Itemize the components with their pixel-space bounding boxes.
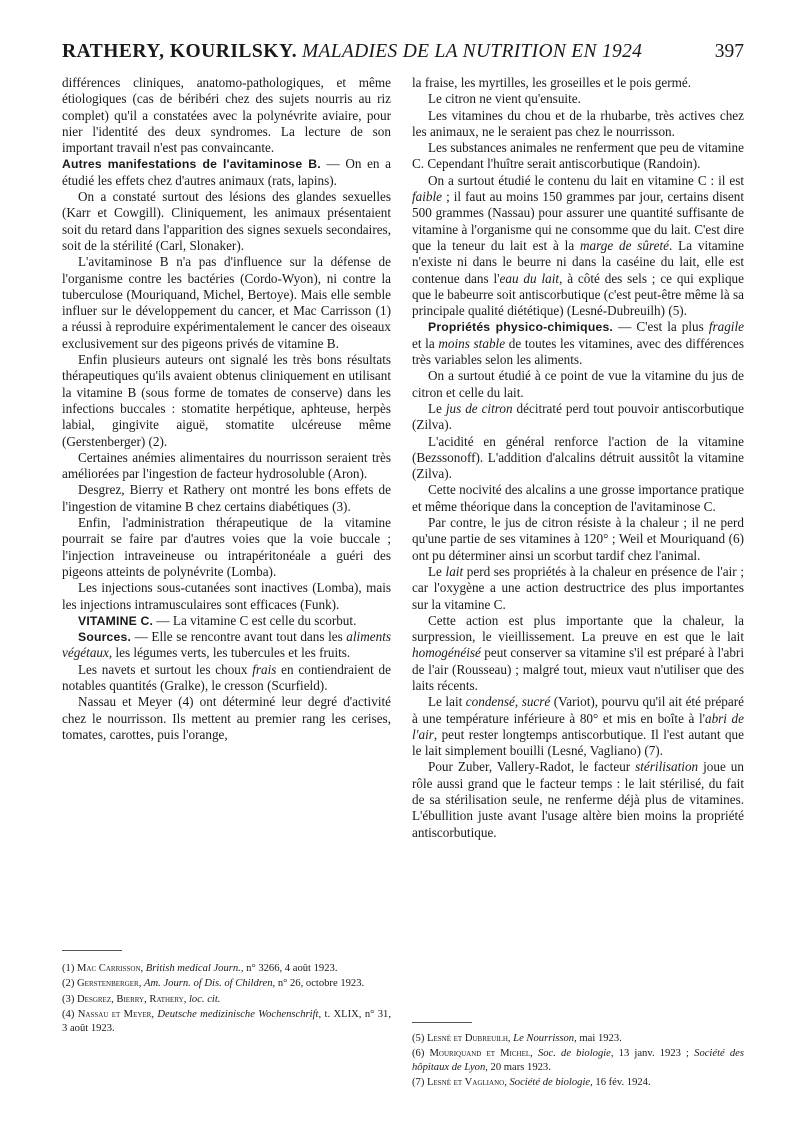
paragraph: [62, 482, 391, 515]
paragraph-text: Enfin, l'administration thérapeutique de la vitamine pourrait se faire par d'autres voies que la voie buccale ; l'injection intraveineuse ou intrapéritonéale a guéri des pigeons atteints de polynévrite (Lomba).: [62, 515, 391, 579]
paragraph: [62, 613, 391, 629]
footnote-rule-right: [412, 1022, 472, 1023]
footnote: (2) Gerstenberger, Am. Journ. of Dis. of Children, n° 26, octobre 1923.: [62, 978, 365, 990]
paragraph: [62, 254, 391, 352]
paragraph: [412, 75, 744, 91]
section-heading: Autres manifestations de l'avitaminose B.: [62, 157, 321, 172]
section-heading: VITAMINE C.: [78, 613, 154, 628]
paragraph: [412, 694, 744, 759]
paragraph: [412, 319, 744, 368]
paragraph-text: la fraise, les myrtilles, les groseilles et le pois germé.: [412, 75, 692, 90]
footnote: (4) Nassau et Meyer, Deutsche medizinische Wochenschrift, t. XLIX, n° 31, 3 août 1923.: [62, 1009, 391, 1034]
paragraph-text: Le citron ne vient qu'ensuite.: [428, 91, 581, 107]
left-column: [62, 75, 391, 743]
paragraph-text: On a constaté surtout des lésions des glandes sexuelles (Karr et Cowgill). Cliniquement, les animaux présentaient soit du retard dans l'apparition des signes sexuels secondaires, soit de la stérilité (Carl, Slonaker).: [62, 189, 391, 253]
paragraph: [62, 352, 391, 450]
paragraph: [412, 482, 744, 515]
paragraph-text: Le jus de citron décitraté perd tout pouvoir antiscorbutique (Zilva).: [412, 400, 744, 433]
footnote: (3) Desgrez, Bierry, Rathery, loc. cit.: [62, 993, 221, 1005]
paragraph-text: Nassau et Meyer (4) ont déterminé leur degré d'activité chez le nourrisson. Ils mettent au premier rang les cerises, tomates, carottes, puis l'orange,: [62, 694, 391, 742]
section-heading: Sources.: [78, 630, 132, 645]
paragraph: [412, 434, 744, 483]
paragraph-text: Le lait condensé, sucré (Variot), pourvu qu'il ait été préparé à une température inférieure à 80° et mis en boîte à l'abri de l'air, peut rester longtemps antiscorbutique. Il l'est autant que le lait simplement bouilli (Lesné, Vagliano) (7).: [412, 694, 744, 759]
paragraph: [412, 91, 744, 107]
paragraph: [412, 173, 744, 320]
paragraph: [62, 450, 391, 483]
section-heading: Propriétés physico-chimiques.: [428, 320, 614, 335]
paragraph-text: — On en a étudié les effets chez d'autres animaux (rats, lapins).: [62, 156, 392, 188]
paragraph: [62, 694, 391, 743]
paragraph-text: — Elle se rencontre avant tout dans les aliments végétaux, les légumes verts, les tubercules et les fruits.: [62, 629, 391, 661]
paragraph: [62, 189, 391, 254]
paragraph-text: Pour Zuber, Vallery-Radot, le facteur stérilisation joue un rôle aussi grand que le facteur temps : le lait stérilisé, du fait de sa stérilisation seule, ne renferme déjà plus de vitamines. L'ébullition juste avant l'usage altère bien moins la propriété antiscorbutique.: [412, 759, 744, 840]
paragraph: [62, 662, 391, 695]
paragraph-text: — C'est la plus fragile et la moins stable de toutes les vitamines, avec des différences très variables selon les aliments.: [412, 319, 744, 368]
paragraph-text: Les navets et surtout les choux frais en contiendraient de notables quantités (Gralke), le cresson (Scurfield).: [62, 661, 391, 693]
paragraph-text: Par contre, le jus de citron résiste à la chaleur ; il ne perd qu'une partie de ses vitamines à 120° ; Weil et Mouriquand (6) ont pu déterminer ainsi un scorbut tardif chez l'animal.: [412, 515, 744, 563]
paragraph-text: Certaines anémies alimentaires du nourrisson seraient très améliorées par l'ingestion de facteur hydrosoluble (Aron).: [62, 449, 391, 482]
paragraph: [412, 759, 744, 840]
paragraph-text: Les injections sous-cutanées sont inactives (Lomba), mais les injections intramusculaires sont efficaces (Funk).: [62, 580, 391, 612]
paragraph-text: L'avitaminose B n'a pas d'influence sur la défense de l'organisme contre les bactéries (Cordo-Wyon), ni contre la tuberculose (Mouriquand, Michel, Bertoye). Mais elle semble influer sur le développement du cancer, et Mac Carrisson (1) a réussi à reproduire expérimentalement le cancer des oiseaux exclusivement sur des pigeons privés de vitamine B.: [62, 254, 391, 351]
paragraph: [412, 140, 744, 173]
paragraph-text: — La vitamine C est celle du scorbut.: [153, 612, 357, 628]
header-title: MALADIES DE LA NUTRITION EN 1924: [302, 41, 643, 62]
paragraph: [412, 515, 744, 564]
footnote: (6) Mouriquand et Michel, Soc. de biologie, 13 janv. 1923 ; Société des hôpitaux de Lyon, 20 mars 1923.: [412, 1048, 744, 1073]
paragraph: [62, 75, 391, 156]
footnote: (7) Lesné et Vagliano, Société de biologie, 16 fév. 1924.: [412, 1077, 651, 1089]
header-authors: RATHERY, KOURILSKY.: [62, 41, 298, 62]
paragraph: [62, 515, 391, 580]
paragraph: [62, 629, 391, 662]
paragraph: [412, 613, 744, 694]
footnote-rule-left: [62, 950, 122, 951]
paragraph: [62, 156, 391, 189]
paragraph: [412, 108, 744, 141]
footnote: (1) Mac Carrisson, British medical Journ., n° 3266, 4 août 1923.: [62, 963, 338, 974]
paragraph-text: On a surtout étudié à ce point de vue la vitamine du jus de citron et celle du lait.: [412, 368, 744, 400]
footnote: (5) Lesné et Dubreuilh, Le Nourrisson, mai 1923.: [412, 1033, 622, 1044]
paragraph: [412, 401, 744, 434]
paragraph-text: Le lait perd ses propriétés à la chaleur en présence de l'air ; car l'oxygène a une action destructrice des plus importantes sur la vitamine C.: [412, 563, 744, 612]
paragraph-text: On a surtout étudié le contenu du lait en vitamine C : il est faible ; il faut au moins 150 grammes par jour, certains disent 500 grammes (Nassau) pour assurer une quantité suffisante de vitamine à l'organisme qui ne consomme que du lait. C'est dire que la teneur du lait est à la marge de sûreté. La vitamine n'existe ni dans le beurre ni dans la caséine du lait, elle est contenue dans l'eau du lait, à côté des sels ; ce qui explique que le babeurre soit antiscorbutique (c'est peut-être même là sa principale qualité diététique) (Lesné-Dubreuilh) (5).: [412, 172, 745, 319]
footnotes-right: [412, 1032, 744, 1092]
footnotes-left: [62, 962, 391, 1037]
paragraph: [412, 564, 744, 613]
paragraph-text: Les vitamines du chou et de la rhubarbe, très actives chez les animaux, ne le seraient pas chez le nourrisson.: [412, 107, 744, 139]
running-header: [62, 40, 744, 70]
paragraph-text: Les substances animales ne renferment que peu de vitamine C. Cependant l'huître serait antiscorbutique (Randoin).: [412, 140, 744, 172]
paragraph-text: Desgrez, Bierry et Rathery ont montré les bons effets de l'ingestion de vitamine B chez certains diabétiques (3).: [62, 482, 391, 514]
paragraph-text: Cette nocivité des alcalins a une grosse importance pratique et même théorique dans la conception de l'avitaminose C.: [412, 482, 744, 514]
paragraph-text: Cette action est plus importante que la chaleur, la surpression, le vieillissement. La preuve en est que le lait homogénéisé peut conserver sa vitamine s'il est préparé à l'abri de l'air (Rousseau) ; malgré tout, mieux vaut n'utiliser que des laits récents.: [412, 612, 744, 693]
right-column: [412, 75, 744, 841]
paragraph-text: Enfin plusieurs auteurs ont signalé les très bons résultats thérapeutiques qu'ils avaient obtenus cliniquement en utilisant la vitamine B (sous forme de tomates de conserve) dans les infections buccales : stomatite herpétique, aphteuse, herpès labial, gingivite aiguë, stomatite ulcéreuse même (Gerstenberger) (2).: [62, 352, 391, 449]
page-number: 397: [714, 41, 744, 62]
paragraph: [62, 580, 391, 613]
paragraph: [412, 368, 744, 401]
paragraph-text: différences cliniques, anatomo-pathologiques, et même étiologiques (cas de béribéri chez des sujets nourris au riz complet) qu'il a constatées avec la polynévrite aviaire, pour nier l'identité des deux syndromes. La lecture de son important travail n'est pas convaincante.: [62, 75, 391, 156]
paragraph-text: L'acidité en général renforce l'action de la vitamine (Bezssonoff). L'addition d'alcalins détruit aussitôt la vitamine (Zilva).: [412, 433, 744, 482]
